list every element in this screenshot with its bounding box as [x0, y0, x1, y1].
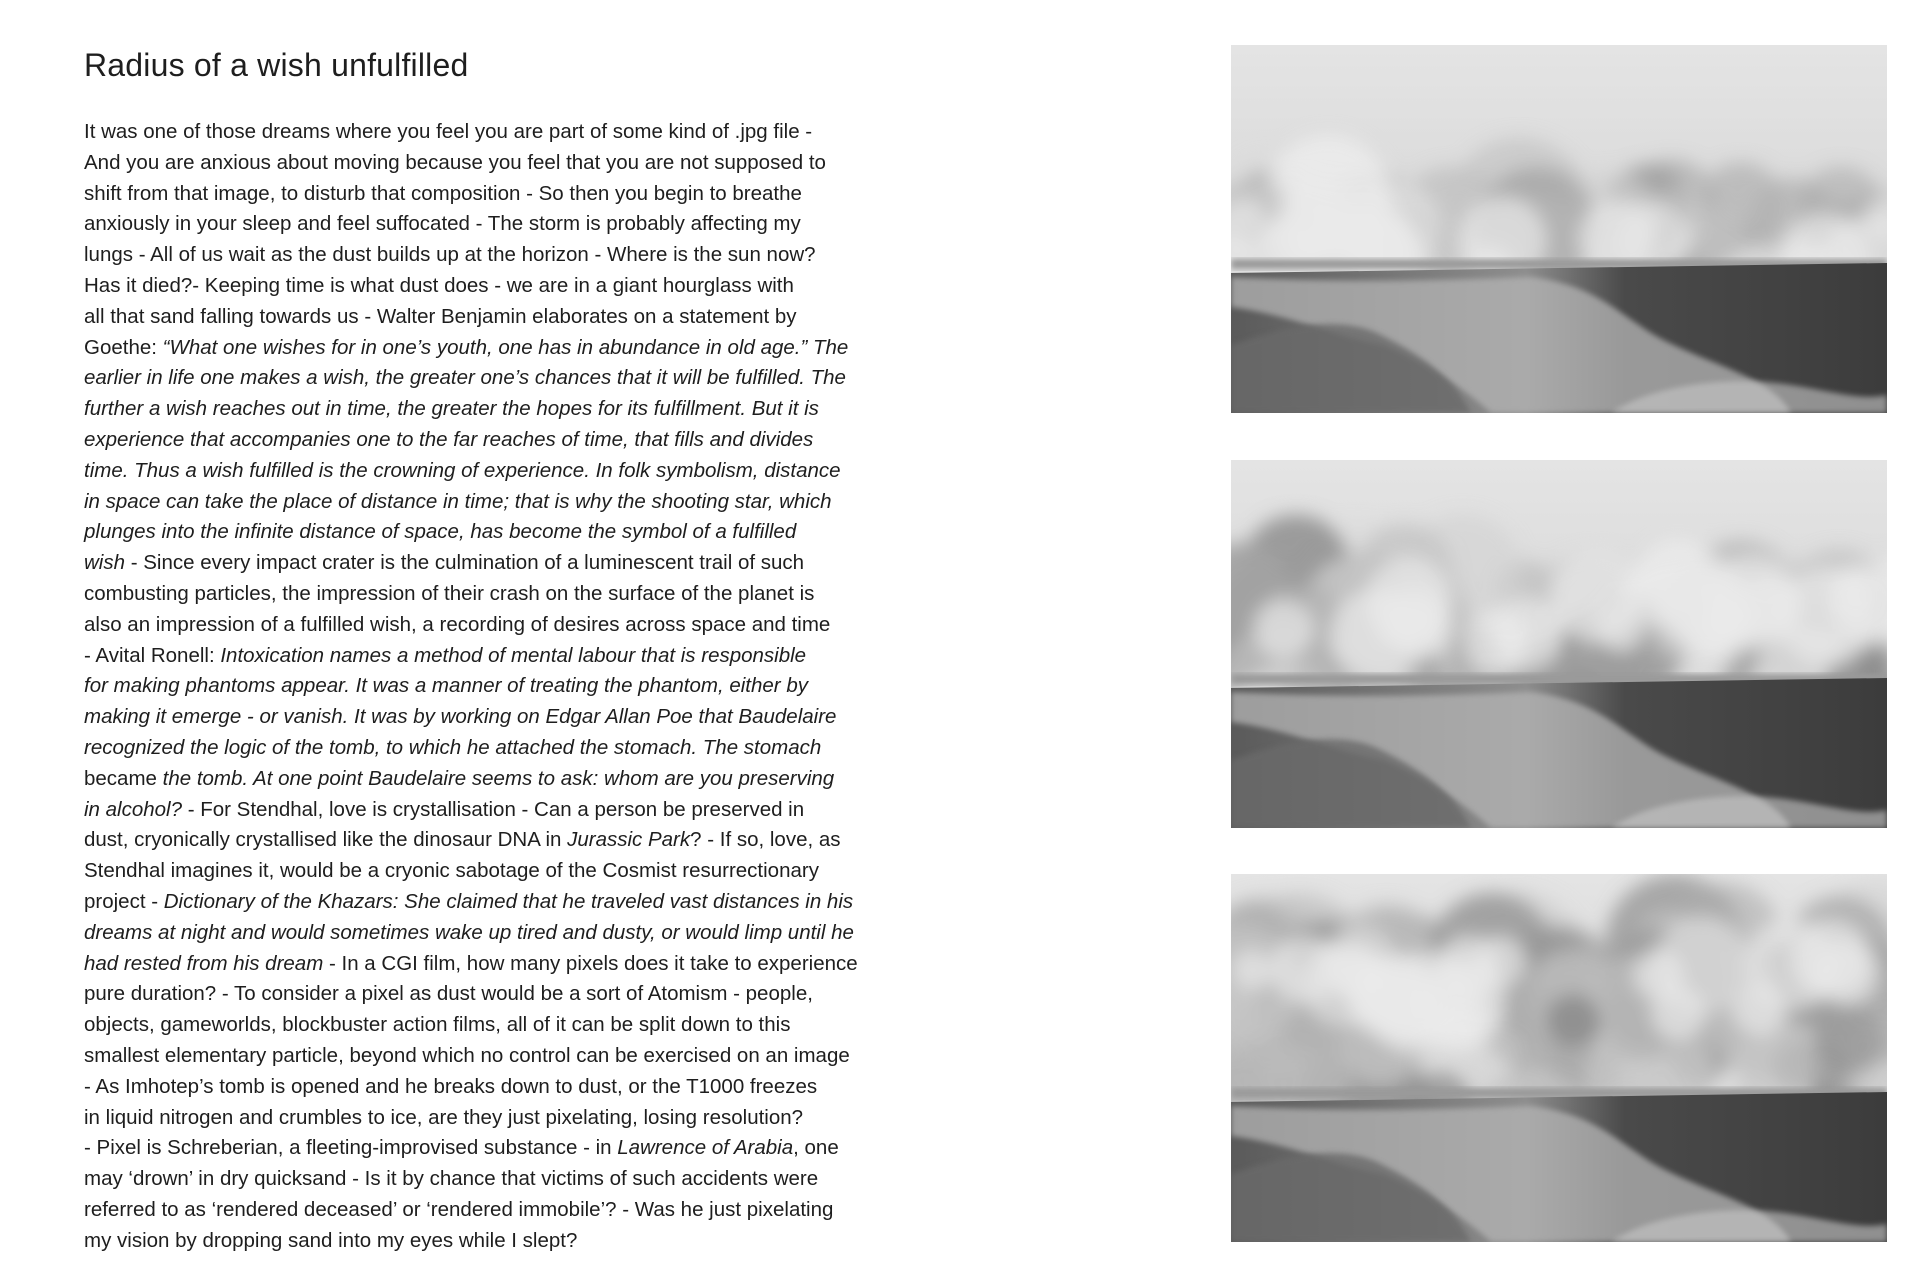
italic-quote-text: time. Thus a wish fulfilled is the crowning of experience. In folk symbolism, distance [84, 458, 841, 482]
essay-text-segment: ? - If so, love, as [690, 828, 841, 852]
essay-text-segment: - For Stendhal, love is crystallisation - Can a person be preserved in [182, 797, 805, 821]
essay-text-segment: Goethe: [84, 335, 163, 359]
essay-line [84, 179, 934, 210]
italic-quote-text: plunges into the infinite distance of space, has become the symbol of a fulfilled [84, 520, 797, 544]
dust-storm-photo [1231, 460, 1887, 828]
essay-text-segment: Stendhal imagines it, would be a cryonic sabotage of the Cosmist resurrectionary [84, 859, 819, 883]
essay-text-segment: became [84, 766, 163, 790]
essay-line [84, 394, 934, 425]
essay-line [84, 209, 934, 240]
essay-text-segment: in liquid nitrogen and crumbles to ice, are they just pixelating, losing resolution? [84, 1105, 804, 1129]
essay-text-segment: - As Imhotep’s tomb is opened and he breaks down to dust, or the T1000 freezes [84, 1074, 818, 1098]
essay-line [84, 333, 934, 364]
essay-line [84, 825, 934, 856]
italic-quote-text: for making phantoms appear. It was a manner of treating the phantom, either by [84, 674, 808, 698]
essay-text-segment: project - [84, 889, 164, 913]
essay-text-segment: pure duration? - To consider a pixel as dust would be a sort of Atomism - people, [84, 982, 813, 1006]
essay-line [84, 148, 934, 179]
essay-text [84, 117, 934, 1256]
essay-text-segment: referred to as ‘rendered deceased’ or ‘rendered immobile’? - Was he just pixelating [84, 1197, 834, 1221]
essay-text-segment: anxiously in your sleep and feel suffocated - The storm is probably affecting my [84, 212, 801, 236]
dust-storm-image-2 [1231, 460, 1887, 828]
essay-line [84, 764, 934, 795]
essay-line [84, 949, 934, 980]
dust-storm-photo [1231, 874, 1887, 1242]
italic-quote-text: further a wish reaches out in time, the greater the hopes for its fulfillment. But it is [84, 397, 819, 421]
essay-text-segment: , one [793, 1136, 839, 1160]
essay-line [84, 795, 934, 826]
essay-line [84, 733, 934, 764]
essay-line [84, 887, 934, 918]
essay-line [84, 548, 934, 579]
essay-text-segment: - Pixel is Schreberian, a fleeting-improvised substance - in [84, 1136, 618, 1160]
essay-line [84, 487, 934, 518]
essay-line [84, 579, 934, 610]
italic-quote-text: wish [84, 551, 126, 575]
essay-line [84, 517, 934, 548]
italic-quote-text: the tomb. At one point Baudelaire seems to ask: whom are you preserving [162, 766, 835, 790]
essay-text-segment: And you are anxious about moving because you feel that you are not supposed to [84, 150, 826, 174]
essay-text-segment: also an impression of a fulfilled wish, a recording of desires across space and time [84, 612, 831, 636]
italic-quote-text: making it emerge - or vanish. It was by working on Edgar Allan Poe that Baudelaire [84, 705, 837, 729]
essay-line [84, 1010, 934, 1041]
essay-line [84, 1195, 934, 1226]
essay-line [84, 1164, 934, 1195]
essay-line [84, 1133, 934, 1164]
dust-storm-photo [1231, 45, 1887, 413]
essay-line [84, 240, 934, 271]
italic-quote-text: recognized the logic of the tomb, to which he attached the stomach. The stomach [84, 735, 822, 759]
essay-text-segment: my vision by dropping sand into my eyes while I slept? [84, 1228, 578, 1252]
essay-line [84, 856, 934, 887]
essay-line [84, 302, 934, 333]
essay-text-segment: combusting particles, the impression of their crash on the surface of the planet is [84, 581, 815, 605]
italic-quote-text: in space can take the place of distance in time; that is why the shooting star, which [84, 489, 832, 513]
essay-text-segment: may ‘drown’ in dry quicksand - Is it by chance that victims of such accidents were [84, 1167, 819, 1191]
essay-text-segment: dust, cryonically crystallised like the dinosaur DNA in [84, 828, 568, 852]
italic-quote-text: Jurassic Park [567, 828, 691, 852]
essay-text-segment: smallest elementary particle, beyond which no control can be exercised on an image [84, 1043, 850, 1067]
italic-quote-text: Lawrence of Arabia [617, 1136, 794, 1160]
essay-text-segment: all that sand falling towards us - Walter Benjamin elaborates on a statement by [84, 304, 797, 328]
essay-line [84, 1226, 934, 1257]
essay-line [84, 1072, 934, 1103]
essay-line [84, 363, 934, 394]
essay-line [84, 610, 934, 641]
italic-quote-text: dreams at night and would sometimes wake up tired and dusty, or would limp until he [84, 920, 854, 944]
essay-line [84, 1041, 934, 1072]
essay-text-segment: objects, gameworlds, blockbuster action films, all of it can be split down to this [84, 1013, 791, 1037]
essay-line [84, 1103, 934, 1134]
dust-storm-image-3 [1231, 874, 1887, 1242]
essay-text-segment: lungs - All of us wait as the dust builds up at the horizon - Where is the sun now? [84, 243, 816, 267]
italic-quote-text: “What one wishes for in one’s youth, one has in abundance in old age.” The [162, 335, 849, 359]
essay-line [84, 671, 934, 702]
essay-text-segment: It was one of those dreams where you feel you are part of some kind of .jpg file - [84, 120, 813, 143]
dust-storm-image-1 [1231, 45, 1887, 413]
essay-line [84, 456, 934, 487]
essay-text-segment: - In a CGI film, how many pixels does it take to experience [323, 951, 858, 975]
italic-quote-text: Dictionary of the Khazars: She claimed that he traveled vast distances in his [163, 889, 854, 913]
italic-quote-text: earlier in life one makes a wish, the greater one’s chances that it will be fulfilled. The [84, 366, 846, 390]
italic-quote-text: in alcohol? [84, 797, 183, 821]
page-title: Radius of a wish unfulfilled [84, 47, 469, 83]
italic-quote-text: had rested from his dream [84, 951, 324, 975]
essay-line [84, 702, 934, 733]
italic-quote-text: experience that accompanies one to the far reaches of time, that fills and divides [84, 427, 814, 451]
essay-text-segment: - Since every impact crater is the culmination of a luminescent trail of such [125, 551, 805, 575]
essay-line [84, 918, 934, 949]
essay-text-segment: Has it died?- Keeping time is what dust does - we are in a giant hourglass with [84, 273, 794, 297]
essay-line [84, 425, 934, 456]
essay-line [84, 641, 934, 672]
essay-line [84, 117, 934, 148]
essay-text-segment: shift from that image, to disturb that composition - So then you begin to breathe [84, 181, 802, 205]
essay-text-segment: - Avital Ronell: [84, 643, 221, 667]
essay-line [84, 271, 934, 302]
essay-line [84, 979, 934, 1010]
italic-quote-text: Intoxication names a method of mental labour that is responsible [220, 643, 807, 667]
